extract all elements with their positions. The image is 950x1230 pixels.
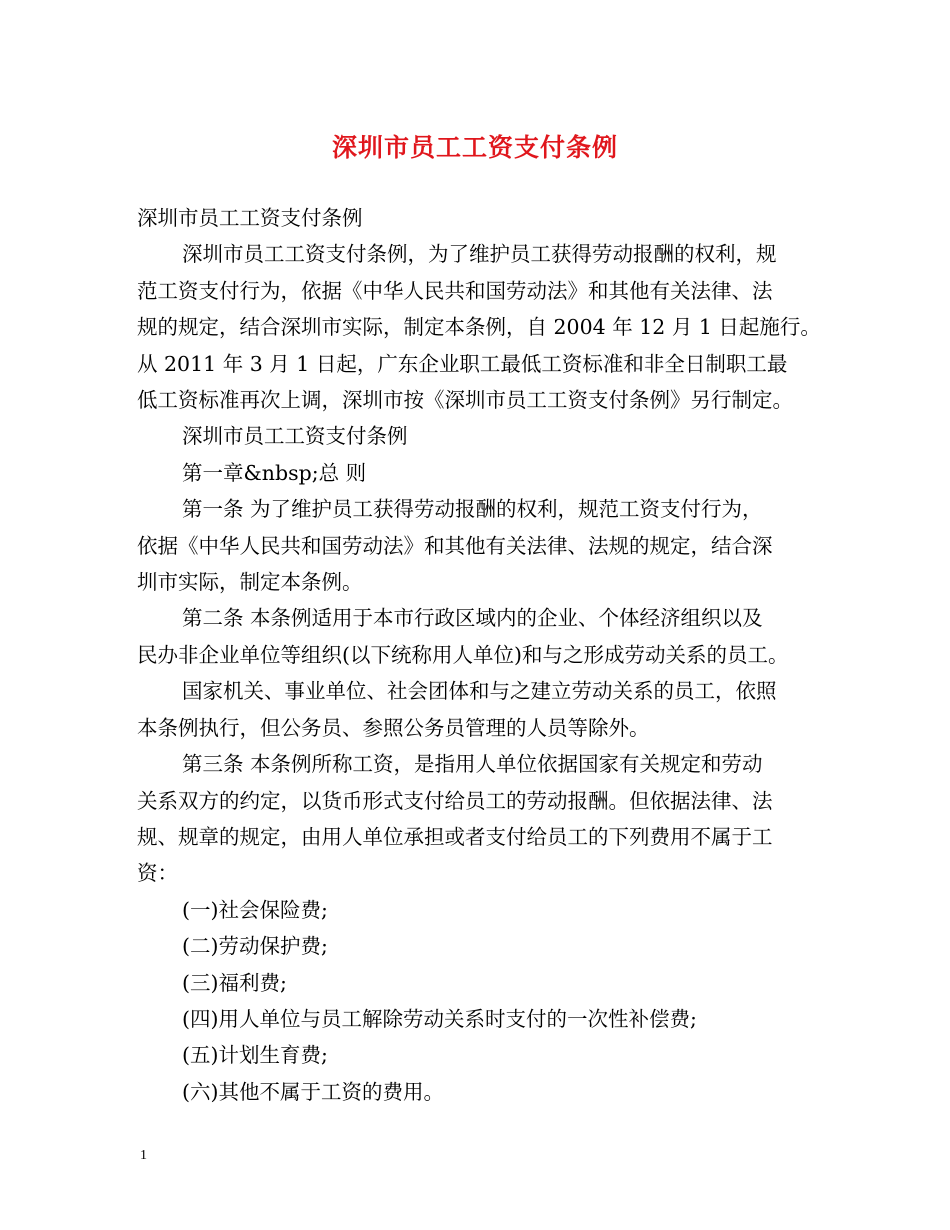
text-line: 民办非企业单位等组织(以下统称用人单位)和与之形成劳动关系的员工。 [137, 642, 789, 667]
text-line: 从 2011 年 3 月 1 日起，广东企业职工最低工资标准和非全日制职工最 [137, 351, 788, 376]
text-line: 国家机关、事业单位、社会团体和与之建立劳动关系的员工，依照 [182, 679, 777, 704]
list-item: (六)其他不属于工资的费用。 [182, 1079, 444, 1104]
text-line: 第一条 为了维护员工获得劳动报酬的权利，规范工资支付行为， [182, 497, 763, 522]
text-line: 依据《中华人民共和国劳动法》和其他有关法律、法规的规定，结合深 [137, 533, 773, 558]
list-item: (五)计划生育费; [182, 1043, 328, 1068]
text-line: 资： [137, 861, 178, 886]
text-line: 第二条 本条例适用于本市行政区域内的企业、个体经济组织以及 [182, 606, 763, 631]
text-line: 深圳市员工工资支付条例 [137, 206, 363, 230]
text-line: 深圳市员工工资支付条例 [182, 424, 408, 449]
text-line: 关系双方的约定，以货币形式支付给员工的劳动报酬。但依据法律、法 [137, 788, 773, 813]
document-body [137, 200, 821, 1110]
text-line: 低工资标准再次上调，深圳市按《深圳市员工工资支付条例》另行制定。 [137, 388, 793, 413]
text-line: 深圳市员工工资支付条例，为了维护员工获得劳动报酬的权利，规 [182, 242, 777, 267]
text-line: 范工资支付行为，依据《中华人民共和国劳动法》和其他有关法律、法 [137, 278, 773, 303]
list-item: (一)社会保险费; [182, 897, 328, 922]
list-item: (四)用人单位与员工解除劳动关系时支付的一次性补偿费; [182, 1006, 697, 1031]
text-line: 圳市实际，制定本条例。 [137, 570, 363, 595]
document-title: 深圳市员工工资支付条例 [331, 133, 618, 162]
list-item: (二)劳动保护费; [182, 934, 328, 959]
list-item: (三)福利费; [182, 970, 287, 995]
text-line: 规、规章的规定，由用人单位承担或者支付给员工的下列费用不属于工 [137, 824, 773, 849]
page-number: 1 [140, 1148, 147, 1163]
text-line: 规的规定，结合深圳市实际，制定本条例，自 2004 年 12 月 1 日起施行。 [137, 315, 821, 340]
chapter-heading: 第一章&nbsp;总 则 [182, 460, 367, 485]
text-line: 本条例执行，但公务员、参照公务员管理的人员等除外。 [137, 715, 650, 740]
text-line: 第三条 本条例所称工资，是指用人单位依据国家有关规定和劳动 [182, 752, 763, 777]
